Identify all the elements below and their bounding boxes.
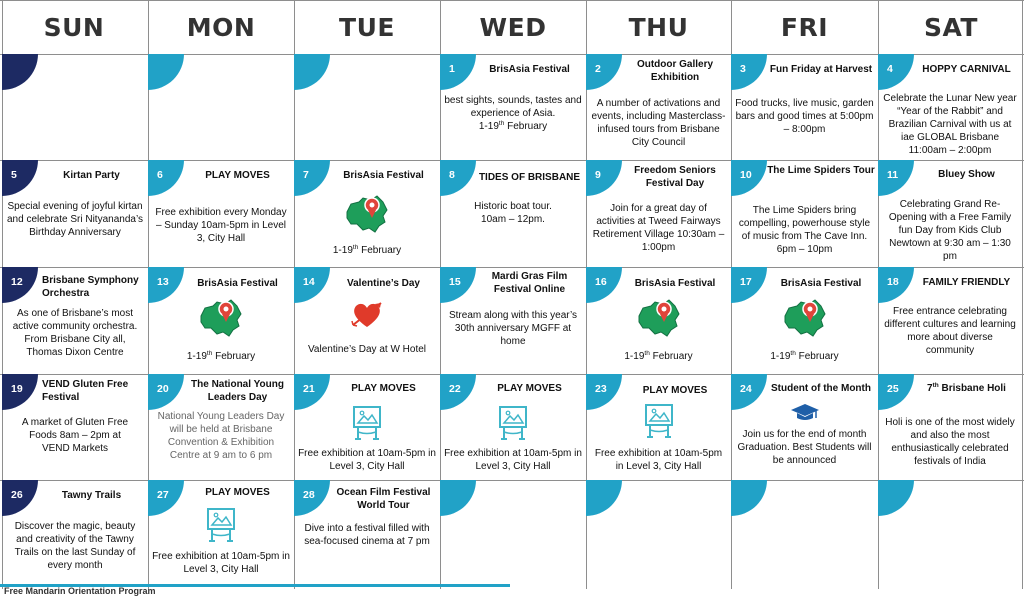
day-cell-27[interactable] (148, 480, 294, 586)
header-fri: FRI (780, 12, 829, 42)
day-number: 16 (595, 276, 607, 288)
event-title: Kirtan Party (63, 170, 120, 181)
day-number: 19 (11, 383, 23, 395)
day-cell-empty (2, 54, 148, 160)
event-description: Celebrate the Lunar New year “Year of the Rabbit” and Brazilian Carnival with us at iae GLOBAL Brisbane 11:00am – 2:00pm (883, 93, 1017, 156)
day-number: 20 (157, 383, 169, 395)
event-title: PLAY MOVES (205, 487, 270, 498)
day-badge (586, 54, 622, 90)
day-badge (440, 267, 476, 303)
day-badge (148, 480, 184, 516)
day-number: 26 (11, 489, 23, 501)
day-number: 10 (740, 169, 752, 181)
day-number: 2 (595, 63, 601, 75)
day-badge (2, 480, 38, 516)
day-badge (878, 54, 914, 90)
event-title: PLAY MOVES (497, 383, 562, 394)
day-number: 21 (303, 383, 315, 395)
header-wed: WED (479, 12, 547, 42)
day-badge (2, 54, 38, 90)
day-cell-6[interactable] (148, 160, 294, 267)
day-badge (878, 267, 914, 303)
event-description: 1-19th February (770, 350, 839, 362)
event-description: Free entrance celebrating different cultures and learning more about diverse community (884, 306, 1016, 356)
day-cell-13[interactable] (148, 267, 294, 374)
day-badge (586, 374, 622, 410)
day-number: 5 (11, 169, 17, 181)
header-sun: SUN (43, 12, 105, 42)
day-badge (440, 374, 476, 410)
day-badge (148, 374, 184, 410)
day-cell-5[interactable] (2, 160, 148, 267)
day-cell-19[interactable] (2, 374, 148, 480)
event-title: Outdoor Gallery Exhibition (636, 59, 714, 83)
day-badge (440, 480, 476, 516)
day-cell-3[interactable] (731, 54, 878, 160)
day-number: 17 (740, 276, 752, 288)
day-badge (2, 267, 38, 303)
day-cell-18[interactable] (878, 267, 1022, 374)
day-badge (878, 480, 914, 516)
day-badge (731, 374, 767, 410)
day-cell-empty (586, 480, 731, 586)
event-title: Fun Friday at Harvest (769, 64, 873, 75)
event-title: HOPPY CARNIVAL (922, 64, 1011, 75)
event-title: FAMILY FRIENDLY (922, 277, 1011, 288)
day-cell-21[interactable] (294, 374, 440, 480)
event-title: BrisAsia Festival (780, 278, 862, 289)
day-cell-8[interactable] (440, 160, 586, 267)
asia-map-pin-icon (633, 294, 685, 340)
day-badge (294, 160, 330, 196)
day-cell-4[interactable] (878, 54, 1022, 160)
day-badge (2, 374, 38, 410)
day-cell-16[interactable] (586, 267, 731, 374)
event-title: Tawny Trails (61, 490, 122, 501)
day-cell-empty (440, 480, 586, 586)
event-description: Stream along with this year’s 30th anniversary MGFF at home (448, 310, 578, 347)
event-description: As one of Brisbane’s most active community orchestra. From Brisbane City all, Thomas Dixon Centre (12, 308, 138, 358)
event-title: Brisbane Symphony Orchestra (42, 275, 139, 299)
day-number: 7 (303, 169, 309, 181)
day-cell-9[interactable] (586, 160, 731, 267)
event-description: National Young Leaders Day will be held at Brisbane Convention & Exhibition Centre at 9 am to 6 pm (157, 411, 285, 461)
day-cell-empty (148, 54, 294, 160)
grid-line (0, 0, 1024, 1)
day-number: 25 (887, 383, 899, 395)
event-description: A market of Gluten Free Foods 8am – 2pm at VEND Markets (21, 417, 129, 454)
day-number: 3 (740, 63, 746, 75)
event-title: PLAY MOVES (351, 383, 416, 394)
day-number: 13 (157, 276, 169, 288)
event-description: 1-19th February (624, 350, 693, 362)
day-badge (586, 480, 622, 516)
day-cell-23[interactable] (586, 374, 731, 480)
day-number: 18 (887, 276, 899, 288)
event-title: BrisAsia Festival (197, 278, 278, 289)
gallery-frame-icon (351, 404, 383, 442)
asia-map-pin-icon (195, 294, 247, 340)
day-number: 6 (157, 169, 163, 181)
day-badge (294, 54, 330, 90)
heart-arrow-icon (350, 299, 384, 329)
event-description: 1-19th February (186, 350, 256, 362)
day-number: 8 (449, 169, 455, 181)
day-cell-26[interactable] (2, 480, 148, 586)
day-number: 23 (595, 383, 607, 395)
event-title: 7th Brisbane Holi (927, 382, 1006, 394)
event-description: Discover the magic, beauty and creativity of the Tawny Trails on the last Sunday of every month (14, 521, 136, 571)
event-description: Valentine’s Day at W Hotel (307, 344, 427, 355)
day-number: 27 (157, 489, 169, 501)
header-sat: SAT (924, 12, 978, 42)
day-cell-2[interactable] (586, 54, 731, 160)
event-title: The Lime Spiders Tour (767, 165, 875, 176)
event-description: A number of activations and events, including Masterclass-infused tours from Brisbane City Council (591, 98, 726, 148)
event-description: Join us for the end of month Graduation. Best Students will be announced (737, 429, 872, 466)
day-badge (586, 160, 622, 196)
grid-line (1022, 0, 1023, 589)
day-cell-22[interactable] (440, 374, 586, 480)
day-cell-25[interactable] (878, 374, 1022, 480)
day-badge (586, 267, 622, 303)
event-title: Valentine’s Day (347, 278, 420, 289)
asia-map-pin-icon (779, 294, 831, 340)
day-cell-20[interactable] (148, 374, 294, 480)
event-description: The Lime Spiders bring compelling, powerhouse style of music from The Cave Inn. 6pm – 10pm (738, 205, 871, 255)
day-number: 22 (449, 383, 461, 395)
event-title: The National Young Leaders Day (191, 379, 284, 403)
day-badge (294, 480, 330, 516)
footer-text: Free Mandarin Orientation Program (4, 586, 156, 596)
gallery-frame-icon (643, 402, 675, 440)
day-cell-1[interactable] (440, 54, 586, 160)
day-cell-12[interactable] (2, 267, 148, 374)
day-badge (731, 54, 767, 90)
day-number: 24 (740, 383, 752, 395)
gallery-frame-icon (497, 404, 529, 442)
event-description: best sights, sounds, tastes and experience of Asia. 1-19th February (444, 95, 582, 132)
header-mon: MON (186, 12, 256, 42)
event-description: Food trucks, live music, garden bars and good times at 5:00pm – 8:00pm (735, 98, 874, 135)
day-number: 12 (11, 276, 23, 288)
event-description: Special evening of joyful kirtan and celebrate Sri Nityananda’s Birthday Anniversary (6, 201, 143, 238)
day-cell-empty (731, 480, 878, 586)
event-title: Bluey Show (938, 169, 995, 180)
event-title: Student of the Month (771, 383, 871, 394)
day-number: 1 (449, 63, 455, 75)
event-title: PLAY MOVES (642, 385, 708, 396)
day-badge (440, 54, 476, 90)
event-title: Freedom Seniors Festival Day (634, 165, 716, 189)
day-cell-10[interactable] (731, 160, 878, 267)
event-title: Ocean Film Festival World Tour (336, 487, 431, 511)
event-description: Free exhibition every Monday – Sunday 10am-5pm in Level 3, City Hall (155, 207, 287, 244)
day-cell-empty (294, 54, 440, 160)
event-title: TIDES OF BRISBANE (478, 172, 581, 183)
day-badge (148, 54, 184, 90)
asia-map-pin-icon (341, 190, 393, 236)
event-description: Free exhibition at 10am-5pm in Level 3, City Hall (444, 448, 582, 472)
event-title: PLAY MOVES (205, 170, 270, 181)
graduation-cap-icon (790, 402, 820, 422)
day-badge (148, 160, 184, 196)
event-description: Free exhibition at 10am-5pm in Level 3, City Hall (298, 448, 436, 472)
event-description: 1-19th February (332, 244, 402, 256)
header-tue: TUE (339, 12, 395, 42)
day-number: 4 (887, 63, 893, 75)
day-cell-7[interactable] (294, 160, 440, 267)
header-thu: THU (628, 12, 689, 42)
day-badge (294, 374, 330, 410)
day-badge (148, 267, 184, 303)
day-badge (878, 160, 914, 196)
event-description: Holi is one of the most widely and also the most enthusiastically celebrated festivals of India (885, 417, 1015, 467)
day-number: 28 (303, 489, 315, 501)
event-description: Dive into a festival filled with sea-focused cinema at 7 pm (304, 523, 430, 547)
event-description: Free exhibition at 10am-5pm in Level 3, City Hall (594, 448, 723, 472)
day-cell-14[interactable] (294, 267, 440, 374)
event-title: BrisAsia Festival (343, 170, 424, 181)
event-description: Historic boat tour. 10am – 12pm. (474, 201, 552, 225)
event-description: Celebrating Grand Re-Opening with a Free Family fun Day from Kids Club Newtown at 9:30 am – 1:30 pm (888, 199, 1012, 262)
event-title: BrisAsia Festival (634, 278, 716, 289)
day-badge (294, 267, 330, 303)
day-cell-15[interactable] (440, 267, 586, 374)
event-title: VEND Gluten Free Festival (42, 379, 129, 403)
day-badge (731, 160, 767, 196)
gallery-frame-icon (205, 506, 237, 544)
event-title: BrisAsia Festival (489, 64, 570, 75)
day-number: 14 (303, 276, 315, 288)
event-description: Join for a great day of activities at Tweed Fairways Retirement Village 10:30am – 1:00pm (592, 203, 725, 253)
day-badge (731, 267, 767, 303)
day-cell-17[interactable] (731, 267, 878, 374)
day-cell-11[interactable] (878, 160, 1022, 267)
day-cell-empty (878, 480, 1022, 586)
day-cell-24[interactable] (731, 374, 878, 480)
day-number: 15 (449, 276, 461, 288)
day-number: 11 (887, 169, 899, 181)
day-badge (878, 374, 914, 410)
day-badge (440, 160, 476, 196)
day-number: 9 (595, 169, 601, 181)
event-title: Mardi Gras Film Festival Online (491, 271, 568, 295)
event-description: Free exhibition at 10am-5pm in Level 3, City Hall (152, 551, 290, 575)
day-cell-28[interactable] (294, 480, 440, 586)
day-badge (2, 160, 38, 196)
day-badge (731, 480, 767, 516)
